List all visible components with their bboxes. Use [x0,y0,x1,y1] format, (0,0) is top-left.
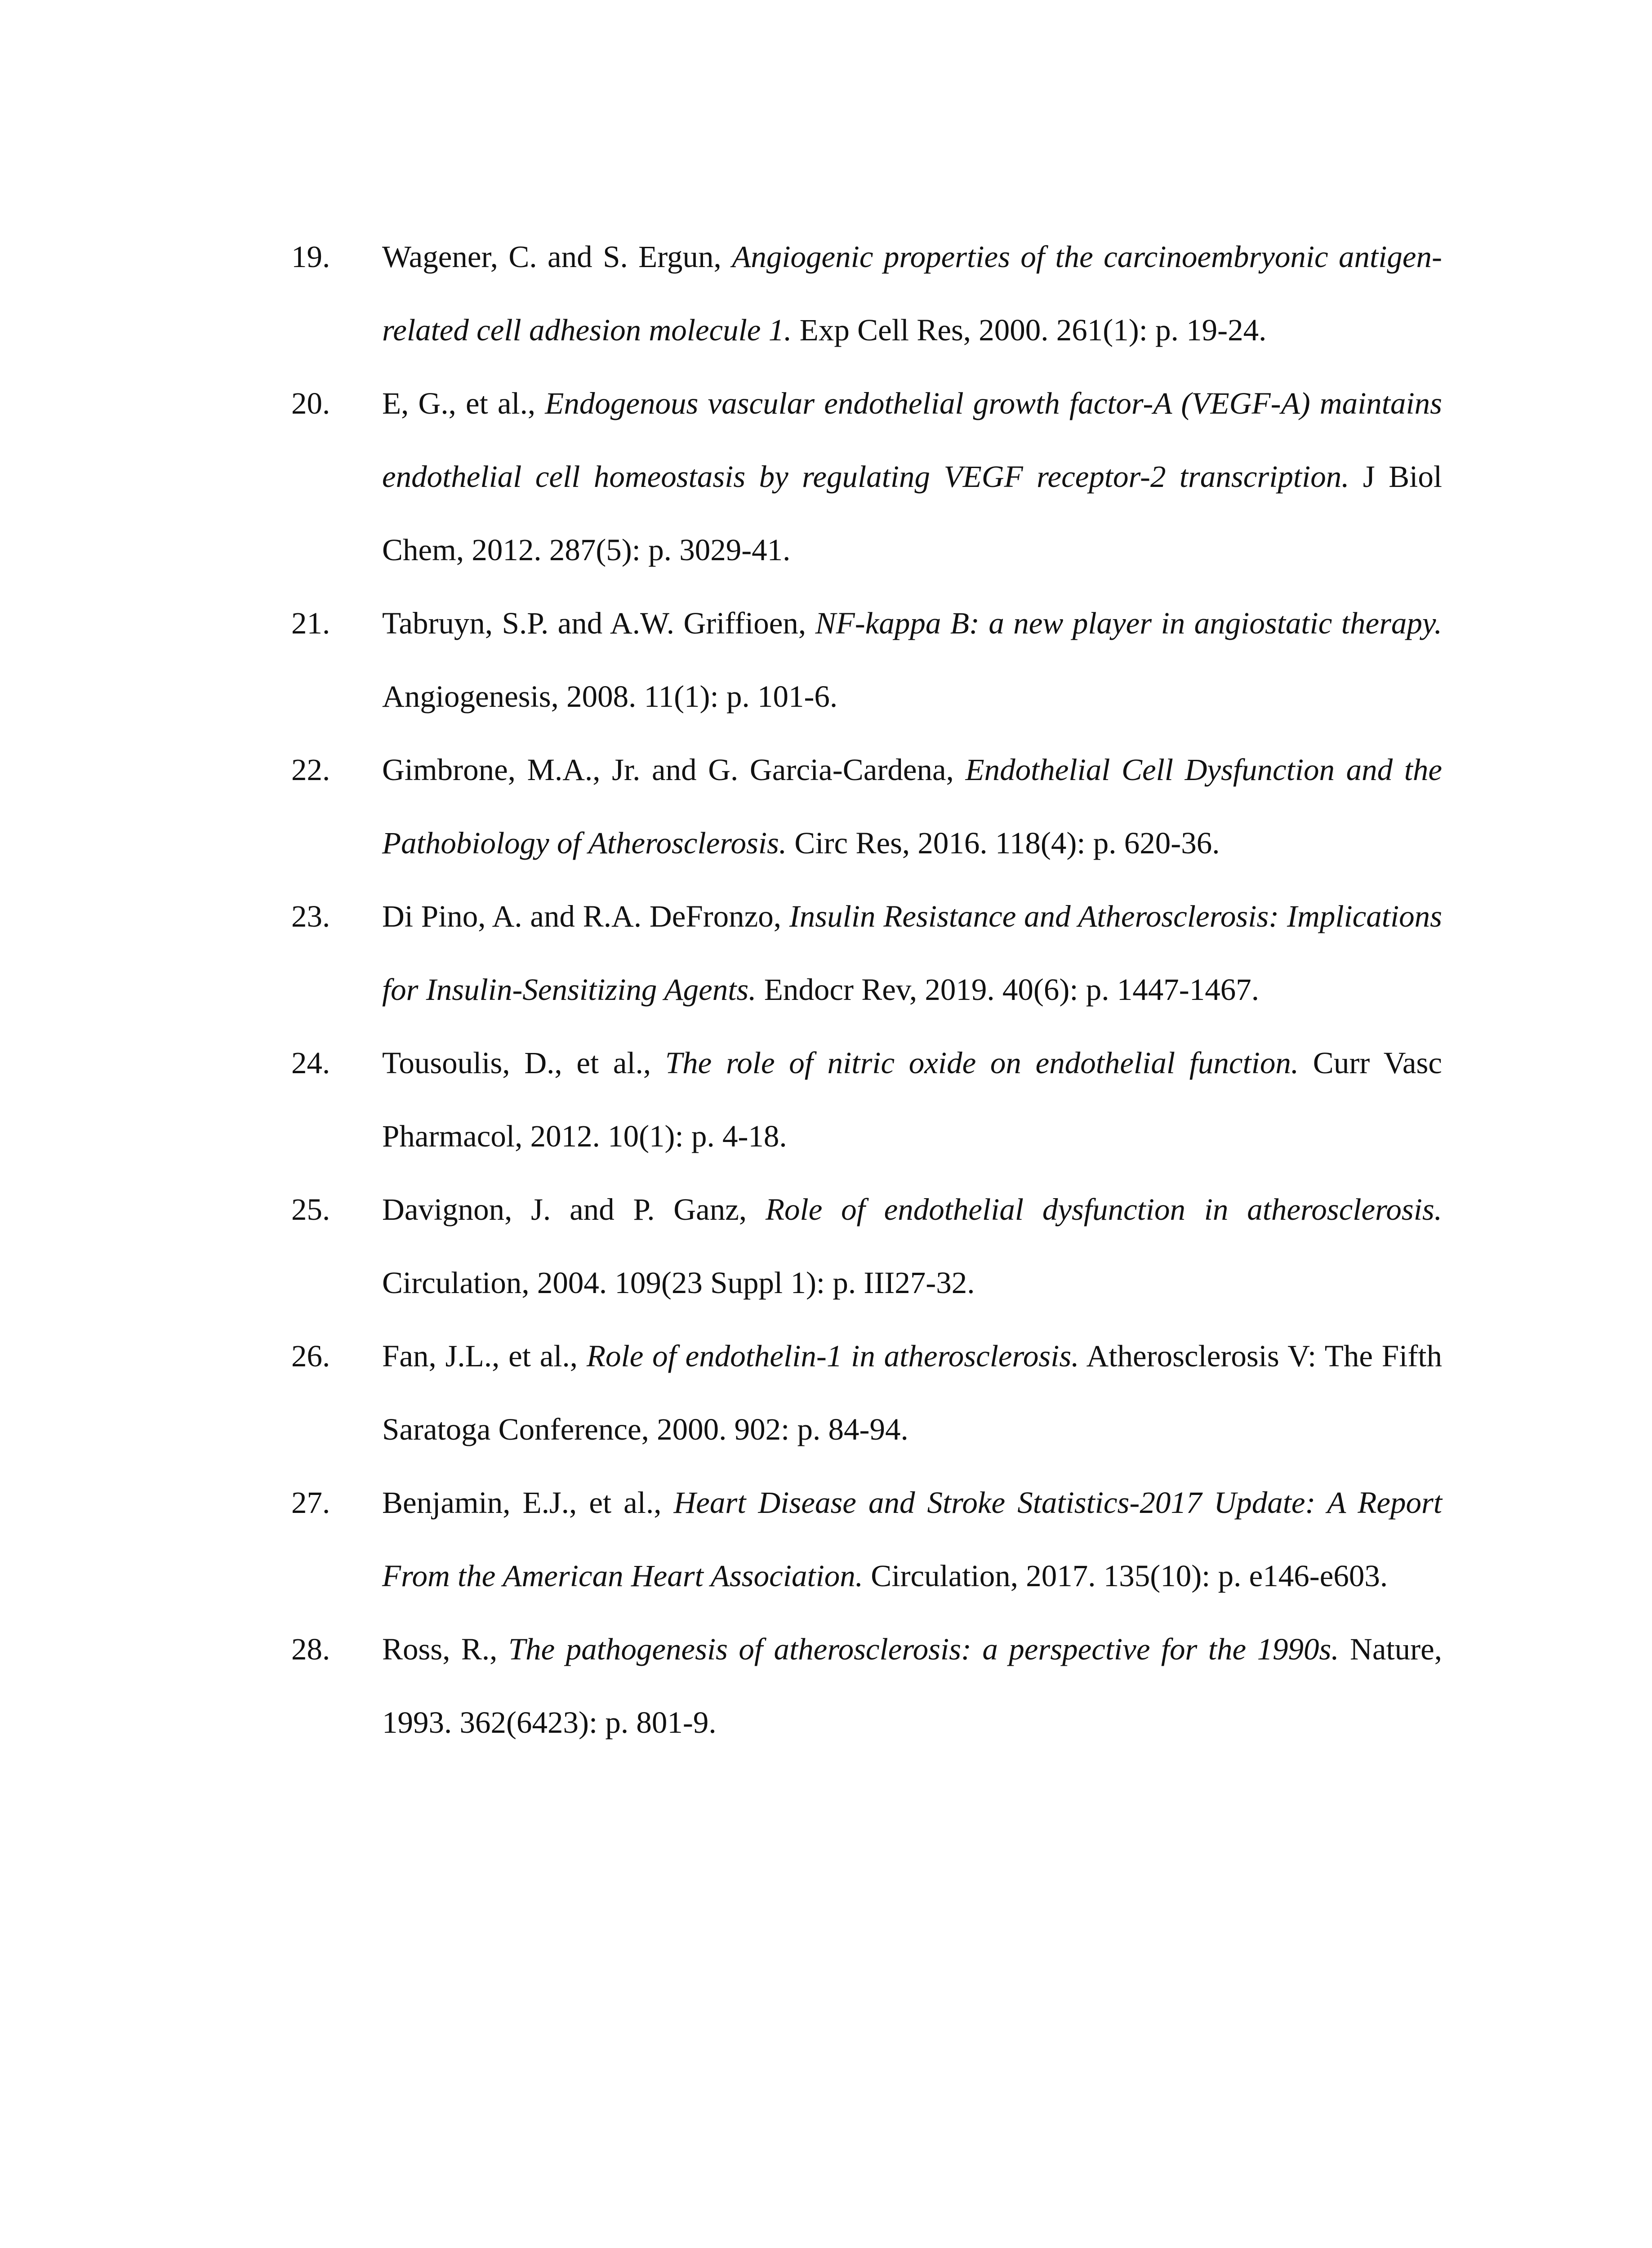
reference-item [291,1026,1442,1173]
reference-authors: Fan, J.L., et al., [382,1339,587,1373]
reference-source: Exp Cell Res, 2000. 261(1): p. 19-24. [792,313,1267,347]
reference-item [291,1613,1442,1759]
reference-number: 24. [291,1046,330,1080]
reference-title: Endogenous vascular endothelial growth factor-A (VEGF-A) maintains endothelial cell homeostasis by regulating VEGF receptor-2 transcription. [382,386,1442,494]
reference-source: Circ Res, 2016. 118(4): p. 620-36. [787,826,1220,860]
reference-title: Angiogenic properties of the carcinoembryonic antigen-related cell adhesion molecule 1. [382,240,1442,347]
reference-authors: Tabruyn, S.P. and A.W. Griffioen, [382,606,815,640]
reference-source: Curr Vasc Pharmacol, 2012. 10(1): p. 4-18. [382,1046,1442,1153]
reference-title: Heart Disease and Stroke Statistics-2017 Update: A Report From the American Heart Association. [382,1485,1442,1593]
reference-item [291,587,1442,733]
reference-authors: Gimbrone, M.A., Jr. and G. Garcia-Cardena, [382,753,966,787]
reference-item [291,1320,1442,1466]
reference-title: Role of endothelial dysfunction in atherosclerosis. [765,1192,1442,1227]
reference-number: 26. [291,1339,330,1373]
reference-source: Circulation, 2004. 109(23 Suppl 1): p. III27-32. [382,1266,975,1300]
reference-authors: Ross, R., [382,1632,508,1666]
reference-authors: Davignon, J. and P. Ganz, [382,1192,766,1227]
reference-number: 23. [291,899,330,933]
reference-text [382,367,1442,587]
reference-authors: Benjamin, E.J., et al., [382,1485,674,1520]
reference-item [291,733,1442,880]
reference-text [382,1613,1442,1759]
reference-item [291,1173,1442,1320]
reference-title: Role of endothelin-1 in atherosclerosis. [586,1339,1079,1373]
reference-source: Angiogenesis, 2008. 11(1): p. 101-6. [382,679,838,714]
reference-title: Endothelial Cell Dysfunction and the Pathobiology of Atherosclerosis. [382,753,1443,860]
reference-authors: Tousoulis, D., et al., [382,1046,665,1080]
reference-text [382,1173,1442,1320]
reference-number: 28. [291,1632,330,1666]
reference-authors: Wagener, C. and S. Ergun, [382,240,732,274]
reference-source: Nature, 1993. 362(6423): p. 801-9. [382,1632,1442,1740]
reference-title: NF-kappa B: a new player in angiostatic therapy. [815,606,1442,640]
reference-text [382,733,1442,880]
reference-text [382,880,1442,1026]
reference-number: 27. [291,1485,330,1520]
reference-item [291,1466,1442,1613]
reference-title: Insulin Resistance and Atherosclerosis: Implications for Insulin-Sensitizing Agents. [382,899,1442,1007]
reference-source: Endocr Rev, 2019. 40(6): p. 1447-1467. [756,972,1260,1007]
reference-source: Atherosclerosis V: The Fifth Saratoga Conference, 2000. 902: p. 84-94. [382,1339,1442,1446]
reference-item [291,367,1442,587]
reference-text [382,220,1442,367]
reference-number: 20. [291,386,330,420]
reference-authors: E, G., et al., [382,386,545,420]
reference-text [382,1026,1442,1173]
reference-list [291,220,1442,1759]
reference-number: 19. [291,240,330,274]
reference-number: 21. [291,606,330,640]
reference-source: J Biol Chem, 2012. 287(5): p. 3029-41. [382,459,1443,567]
reference-item [291,220,1442,367]
reference-item [291,880,1442,1026]
reference-number: 22. [291,753,330,787]
reference-title: The role of nitric oxide on endothelial function. [665,1046,1299,1080]
reference-text [382,587,1442,733]
reference-source: Circulation, 2017. 135(10): p. e146-e603. [863,1559,1388,1593]
reference-text [382,1320,1442,1466]
reference-authors: Di Pino, A. and R.A. DeFronzo, [382,899,789,933]
reference-number: 25. [291,1192,330,1227]
reference-text [382,1466,1442,1613]
reference-title: The pathogenesis of atherosclerosis: a perspective for the 1990s. [508,1632,1339,1666]
